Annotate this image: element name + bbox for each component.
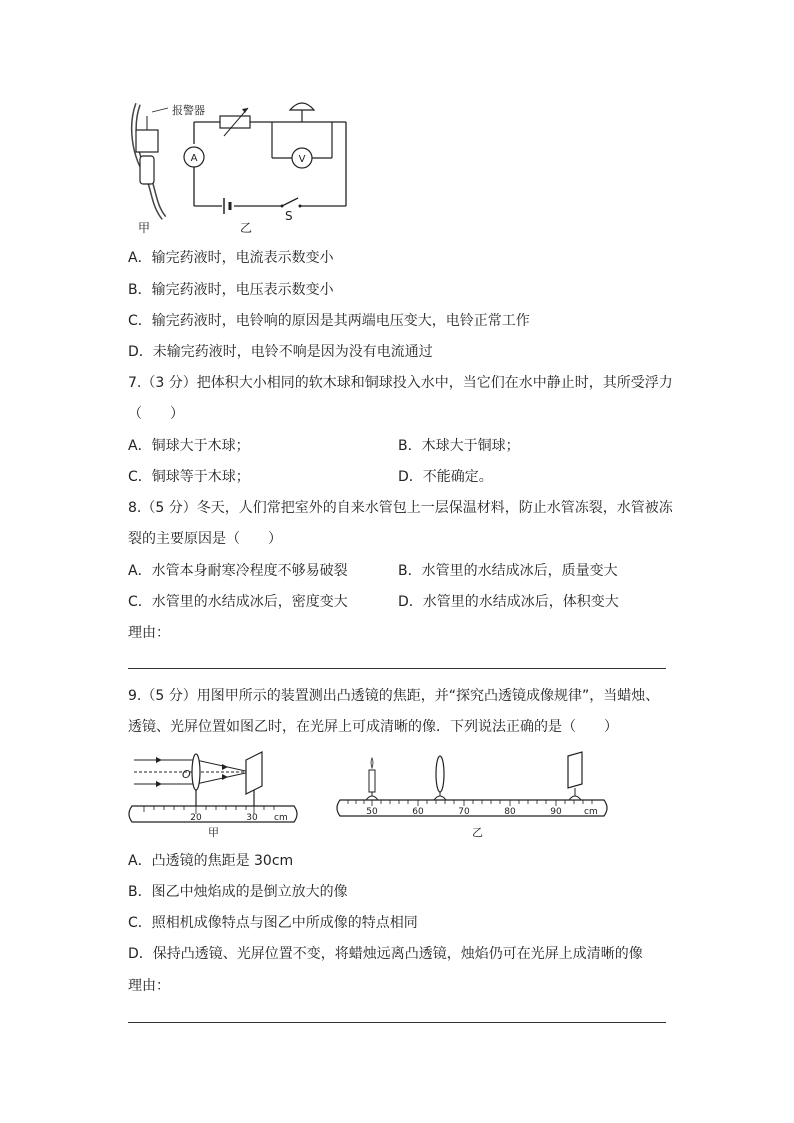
yi-tick-90: 90	[550, 807, 562, 817]
q8-answer-line	[128, 668, 666, 669]
q9-option-d: D．保持凸透镜、光屏位置不变，将蜡烛远离凸透镜，烛焰仍可在光屏上成清晰的像	[128, 946, 643, 962]
q7-option-b: B．木球大于铜球；	[398, 438, 520, 454]
q8-stem-line1: 8.（5 分）冬天，人们常把室外的自来水管包上一层保温材料，防止水管冻裂，水管被冻	[128, 500, 673, 516]
yi-unit-label: cm	[584, 807, 598, 817]
q9-stem-line2: 透镜、光屏位置如图乙时，在光屏上可成清晰的像．下列说法正确的是（ ）	[128, 719, 618, 735]
q7-option-c: C．铜球等于木球；	[128, 469, 250, 485]
q8-option-a: A．水管本身耐寒冷程度不够易破裂	[128, 563, 348, 579]
switch-label: S	[285, 209, 293, 223]
yi-tick-60: 60	[412, 807, 424, 817]
q9-option-a: A．凸透镜的焦距是 30cm	[128, 853, 294, 869]
q6-option-d: D．未输完药液时，电铃不响是因为没有电流通过	[128, 344, 433, 360]
q9-stem-line1: 9.（5 分）用图甲所示的装置测出凸透镜的焦距，并“探究凸透镜成像规律”，当蜡烛、	[128, 688, 660, 704]
q8-option-b: B．水管里的水结成冰后，质量变大	[398, 563, 618, 579]
optical-center-label: O	[182, 768, 191, 781]
jia-tick-20: 20	[190, 813, 202, 823]
voltmeter-label: V	[298, 154, 306, 165]
q9-figure-jia	[124, 748, 310, 840]
q9-option-b: B．图乙中烛焰成的是倒立放大的像	[128, 884, 348, 900]
q9-reason-label: 理由：	[128, 978, 170, 994]
alarm-label: 报警器	[172, 104, 205, 117]
q8-reason-label: 理由：	[128, 625, 170, 641]
figure-jia-label: 甲	[138, 221, 151, 235]
figure-yi-label: 乙	[240, 221, 253, 235]
yi-caption: 乙	[472, 826, 483, 839]
q7-stem-line2: （ ）	[128, 406, 184, 422]
q6-option-b: B．输完药液时，电压表示数变小	[128, 282, 334, 298]
jia-caption: 甲	[208, 826, 219, 839]
q8-option-d: D．水管里的水结成冰后，体积变大	[398, 594, 619, 610]
q7-stem-line1: 7.（3 分）把体积大小相同的软木球和铜球投入水中，当它们在水中静止时，其所受浮力	[128, 375, 673, 391]
yi-tick-50: 50	[366, 807, 378, 817]
jia-tick-30: 30	[246, 813, 258, 823]
q9-option-c: C．照相机成像特点与图乙中所成像的特点相同	[128, 915, 418, 931]
q8-option-c: C．水管里的水结成冰后，密度变大	[128, 594, 348, 610]
jia-unit-label: cm	[274, 813, 288, 823]
yi-tick-70: 70	[458, 807, 470, 817]
q7-option-d: D．不能确定。	[398, 469, 493, 485]
q9-figure-yi	[330, 748, 614, 840]
q6-figure	[124, 96, 360, 238]
ammeter-label: A	[190, 153, 198, 164]
q6-option-c: C．输完药液时，电铃响的原因是其两端电压变大，电铃正常工作	[128, 313, 530, 329]
yi-tick-80: 80	[504, 807, 516, 817]
q7-option-a: A．铜球大于木球；	[128, 438, 250, 454]
q8-stem-line2: 裂的主要原因是（ ）	[128, 531, 282, 547]
q9-answer-line	[128, 1022, 666, 1023]
q6-option-a: A．输完药液时，电流表示数变小	[128, 250, 334, 266]
